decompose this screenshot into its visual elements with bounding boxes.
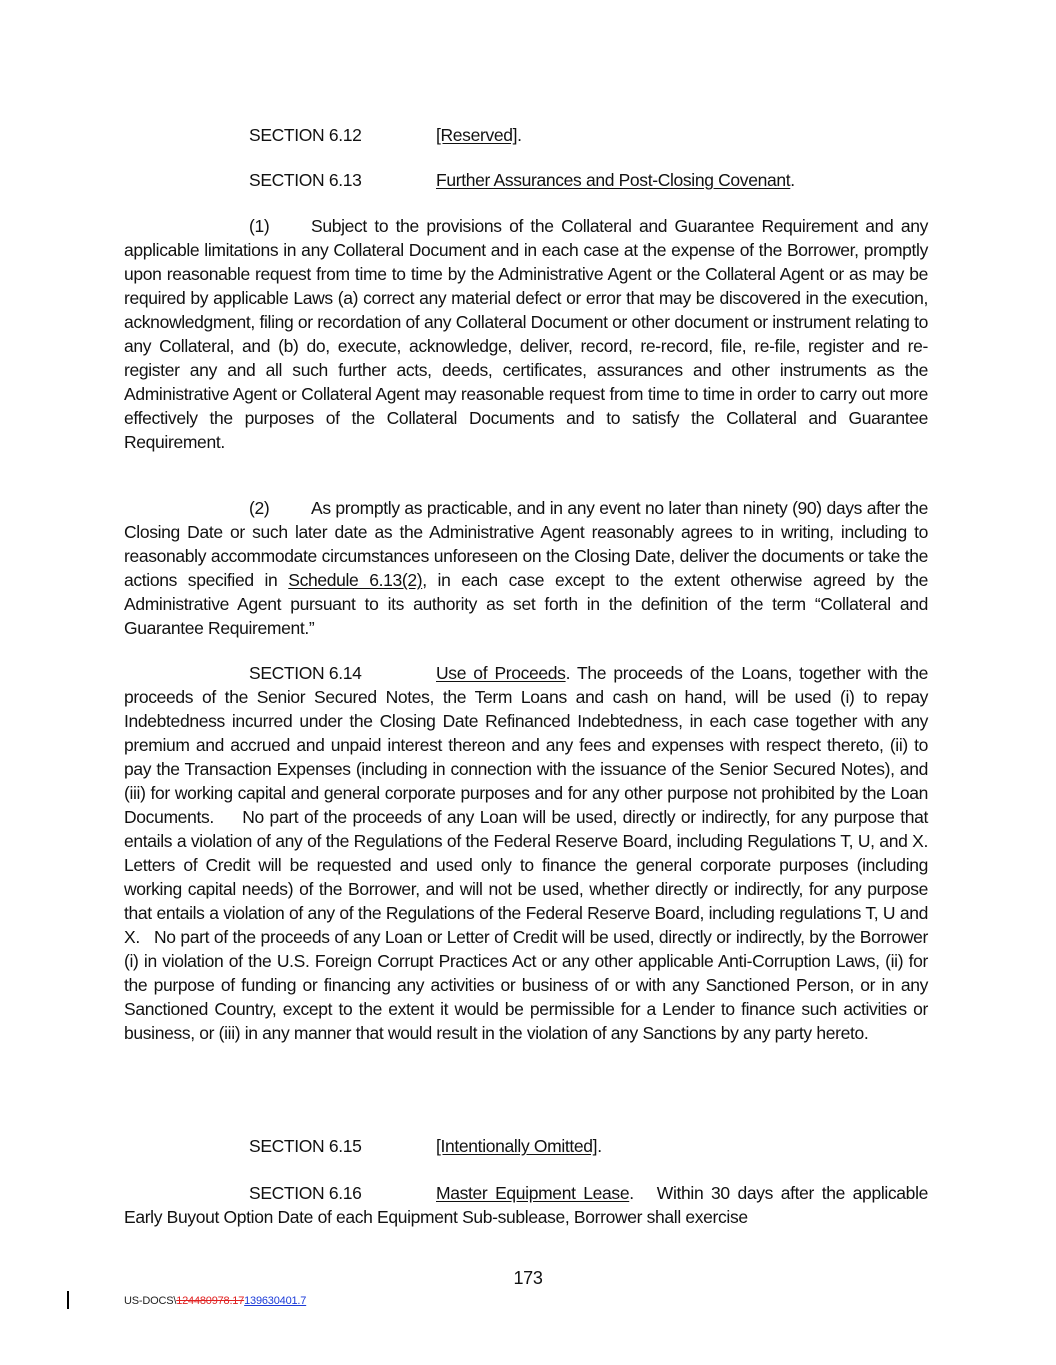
- change-bar: [67, 1291, 69, 1309]
- heading-period: .: [517, 125, 522, 145]
- section-number: SECTION 6.15: [249, 1136, 362, 1156]
- paragraph-text-end: , in each case except to the extent otherwise agreed by the Administrative Agent pursuant to its authority as set forth in the definition of the term “Collateral and Guarantee Requirement.”: [124, 570, 929, 638]
- section-6-13-paragraph-1: [124, 214, 928, 454]
- schedule-reference: Schedule 6.13(2): [288, 570, 423, 590]
- docid-inserted: 139630401.7: [244, 1295, 307, 1307]
- section-title: Further Assurances and Post-Closing Covenant: [436, 170, 791, 190]
- section-6-14-paragraph: [124, 661, 942, 1045]
- paragraph-text: . The proceeds of the Loans, together with the proceeds of the Senior Secured Notes, the Term Loans and cash on hand, will be used (i) to repay Indebtedness incurred under the Closing Date Refinanced Indebtedness, in each case together with any premium and accrued and unpaid interest thereon and any fees and expenses with respect thereto, (ii) to pay the Transaction Expenses (including in connection with the issuance of the Senior Secured Notes), and (iii) for working capital and general corporate purposes and for any other purpose not prohibited by the Loan Documents. No part of the proceeds of any Loan will be used, directly or indirectly, for any purpose that entails a violation of any of the Regulations of the Federal Reserve Board, including Regulations T, U, and X. Letters of Credit will be requested and used only to finance the general corporate purposes (including working capital needs) of the Borrower, and will not be used, whether directly or indirectly, for any purpose that entails a violation of any of the Regulations of the Federal Reserve Board, including regulations T, U and X. No part of the proceeds of any Loan or Letter of Credit will be used, directly or indirectly, by the Borrower (i) in violation of the U.S. Foreign Corrupt Practices Act or any other applicable Anti-Corruption Laws, (ii) for the purpose of funding or financing any activities or business of or with any Sanctioned Person, or in any Sanctioned Country, except to the extent it would be permissible for a Lender to finance such activities or business, or (iii) in any manner that would result in the violation of any Sanctions by any party hereto.: [124, 663, 942, 1043]
- section-number: SECTION 6.12: [249, 125, 362, 145]
- paragraph-number: (2): [249, 498, 270, 518]
- paragraph-text: . Within 30 days after the applicable Early Buyout Option Date of each Equipment Sub-sublease, Borrower shall exercise: [124, 1183, 933, 1227]
- section-6-13-paragraph-2: [124, 496, 928, 640]
- heading-period: .: [597, 1136, 602, 1156]
- section-number: SECTION 6.14: [249, 663, 362, 683]
- paragraph-text: Subject to the provisions of the Collateral and Guarantee Requirement and any applicable limitations in any Collateral Document and in each case at the expense of the Borrower, promptly upon reasonable request from time to time by the Administrative Agent or the Collateral Agent or as may be required by applicable Laws (a) correct any material defect or error that may be discovered in the execution, acknowledgment, filing or recordation of any Collateral Document or other document or instrument relating to any Collateral, and (b) do, execute, acknowledge, deliver, record, re-record, file, re-file, register and re-register any and all such further acts, deeds, certificates, assurances and other instruments as the Administrative Agent or Collateral Agent may reasonable request from time to time in order to carry out more effectively the purposes of the Collateral Documents and to satisfy the Collateral and Guarantee Requirement.: [124, 216, 928, 452]
- section-6-15-heading: [249, 1136, 602, 1157]
- section-title: Master Equipment Lease: [436, 1183, 630, 1203]
- document-id: [124, 1295, 306, 1307]
- section-number: SECTION 6.16: [249, 1183, 362, 1203]
- section-title: [Intentionally Omitted]: [436, 1136, 598, 1156]
- heading-period: .: [790, 170, 795, 190]
- section-6-16-paragraph: [124, 1181, 933, 1229]
- paragraph-text: As promptly as practicable, and in any event no later than ninety (90) days after the Closing Date or such later date as the Administrative Agent reasonably agrees to in writing, including to reasonably accommodate circumstances unforeseen on the Closing Date, deliver the documents or take the actions specified in: [124, 498, 928, 590]
- docid-prefix: US-DOCS\: [124, 1295, 177, 1307]
- section-title: [Reserved]: [436, 125, 518, 145]
- page-number: 173: [513, 1268, 543, 1288]
- section-number: SECTION 6.13: [249, 170, 362, 190]
- section-6-12-heading: [249, 125, 522, 146]
- docid-deleted: 124480978.17: [176, 1295, 245, 1307]
- paragraph-number: (1): [249, 216, 270, 236]
- section-6-13-heading: [249, 170, 795, 191]
- section-title: Use of Proceeds: [436, 663, 566, 683]
